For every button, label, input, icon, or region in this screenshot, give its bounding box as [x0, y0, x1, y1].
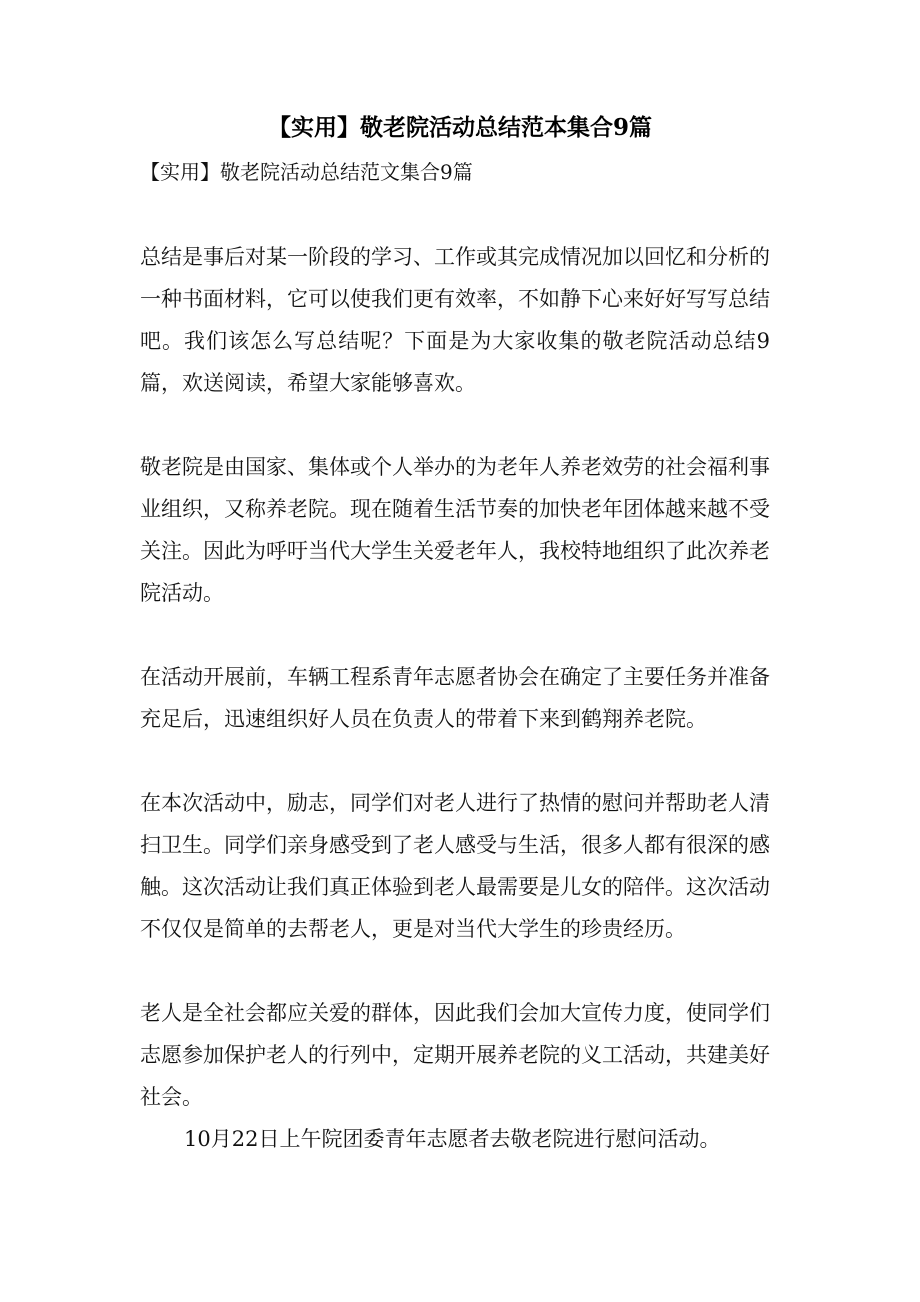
paragraph-nursing-home-definition: 敬老院是由国家、集体或个人举办的为老年人养老效劳的社会福利事业组织，又称养老院。现在随着生活节奏的加快老年团体越来越不受关注。因此为呼吁当代大学生关爱老年人，我校特地组织了此次养老院活动。 [140, 455, 770, 605]
paragraph-preparation: 在活动开展前，车辆工程系青年志愿者协会在确定了主要任务并准备充足后，迅速组织好人员在负责人的带着下来到鹤翔养老院。 [140, 665, 770, 731]
paragraph-date-line: 10月22日上午院团委青年志愿者去敬老院进行慰问活动。 [184, 1127, 721, 1151]
paragraph-conclusion: 老人是全社会都应关爱的群体，因此我们会加大宣传力度，使同学们志愿参加保护老人的行列中，定期开展养老院的义工活动，共建美好社会。 [140, 1001, 770, 1109]
document-title: 【实用】敬老院活动总结范本集合9篇 [267, 114, 652, 141]
paragraph-intro: 总结是事后对某一阶段的学习、工作或其完成情况加以回忆和分析的一种书面材料，它可以使我们更有效率，不如静下心来好好写写总结吧。我们该怎么写总结呢？下面是为大家收集的敬老院活动总结9篇，欢送阅读，希望大家能够喜欢。 [140, 245, 770, 395]
paragraph-activity: 在本次活动中，励志，同学们对老人进行了热情的慰问并帮助老人清扫卫生。同学们亲身感受到了老人感受与生活，很多人都有很深的感触。这次活动让我们真正体验到老人最需要是儿女的陪伴。这次活动不仅仅是简单的去帮老人，更是对当代大学生的珍贵经历。 [140, 791, 770, 941]
document-subtitle: 【实用】敬老院活动总结范文集合9篇 [140, 160, 473, 184]
